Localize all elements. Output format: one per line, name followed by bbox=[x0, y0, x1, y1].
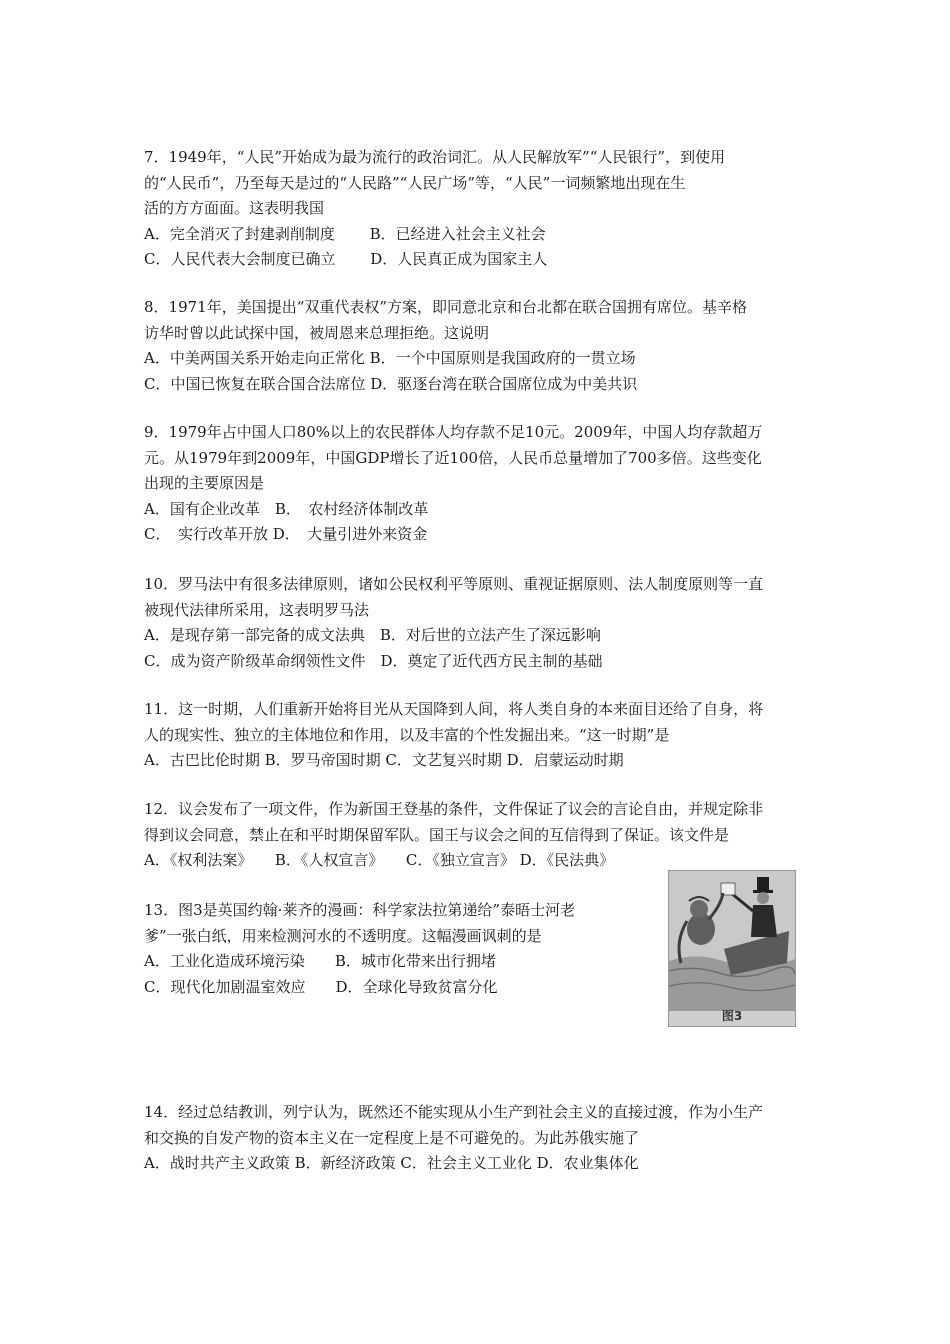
question-stem-line: 爹”一张白纸，用来检测河水的不透明度。这幅漫画讽刺的是 bbox=[144, 926, 542, 945]
question-stem-line: 出现的主要原因是 bbox=[144, 474, 265, 492]
question-stem-line: 10．罗马法中有很多法律原则，诸如公民权利平等原则、重视证据原则、法人制度原则等一直 bbox=[144, 575, 764, 593]
cartoon-illustration bbox=[669, 871, 795, 1011]
question-stem-line: 12．议会发布了一项文件，作为新国王登基的条件，文件保证了议会的言论自由，并规定除非 bbox=[144, 800, 764, 818]
cartoon-figure bbox=[668, 870, 796, 1027]
option-line: A．战时共产主义政策 B．新经济政策 C．社会主义工业化 D．农业集体化 bbox=[144, 1154, 639, 1172]
option-line: A．是现存第一部完备的成文法典 B．对后世的立法产生了深远影响 bbox=[144, 626, 601, 644]
option-line: C． 实行改革开放 D． 大量引进外来资金 bbox=[144, 525, 428, 543]
question-stem-line: 元。从1979年到2009年，中国GDP增长了近100倍，人民币总量增加了700多倍。这些变化 bbox=[144, 448, 762, 467]
question-11 bbox=[144, 697, 808, 774]
question-stem-line: 活的方方面面。这表明我国 bbox=[144, 199, 325, 217]
question-10 bbox=[144, 572, 808, 674]
option-line: A．国有企业改革 B． 农村经济体制改革 bbox=[144, 499, 429, 518]
option-line: A．古巴比伦时期 B．罗马帝国时期 C．文艺复兴时期 D．启蒙运动时期 bbox=[144, 751, 624, 769]
question-stem-line: 被现代法律所采用，这表明罗马法 bbox=[144, 600, 370, 619]
option-line: A．《权利法案》 B．《人权宣言》 C．《独立宣言》 D．《民法典》 bbox=[144, 851, 615, 869]
option-line: C．中国已恢复在联合国合法席位 D．驱逐台湾在联合国席位成为中美共识 bbox=[144, 374, 638, 393]
figure-caption: 图3 bbox=[721, 1009, 743, 1023]
question-stem-line: 得到议会同意，禁止在和平时期保留军队。国王与议会之间的互信得到了保证。该文件是 bbox=[144, 825, 730, 844]
option-line: C．人民代表大会制度已确立 D．人民真正成为国家主人 bbox=[144, 250, 548, 268]
question-12 bbox=[144, 797, 808, 874]
question-stem-line: 和交换的自发产物的资本主义在一定程度上是不可避免的。为此苏俄实施了 bbox=[144, 1128, 640, 1147]
option-line: C．现代化加剧温室效应 D．全球化导致贫富分化 bbox=[144, 977, 498, 996]
question-9 bbox=[144, 420, 808, 548]
question-13 bbox=[144, 898, 644, 1000]
question-14 bbox=[144, 1100, 808, 1177]
question-stem-line: 7．1949年，“人民”开始成为最为流行的政治词汇。从人民解放军”“人民银行”，到使用 bbox=[144, 148, 726, 166]
question-stem-line: 11．这一时期，人们重新开始将目光从天国降到人间，将人类自身的本来面目还给了自身，将 bbox=[144, 700, 764, 718]
question-stem-line: 14．经过总结教训，列宁认为，既然还不能实现从小生产到社会主义的直接过渡，作为小生产 bbox=[144, 1103, 764, 1121]
option-line: A．完全消灭了封建剥削制度 B．已经进入社会主义社会 bbox=[144, 224, 546, 243]
question-8 bbox=[144, 295, 808, 397]
question-stem-line: 8．1971年，美国提出“双重代表权”方案，即同意北京和台北都在联合国拥有席位。基辛格 bbox=[144, 298, 748, 316]
question-stem-line: 访华时曾以此试探中国，被周恩来总理拒绝。这说明 bbox=[144, 323, 490, 342]
question-stem-line: 人的现实性、独立的主体地位和作用，以及丰富的个性发掘出来。“这一时期”是 bbox=[144, 725, 670, 744]
option-line: C．成为资产阶级革命纲领性文件 D．奠定了近代西方民主制的基础 bbox=[144, 651, 603, 670]
question-stem-line: 9．1979年占中国人口80%以上的农民群体人均存款不足10元。2009年，中国人均存款超万 bbox=[144, 423, 763, 441]
question-stem-line: 13．图3是英国约翰·莱齐的漫画：科学家法拉第递给”泰晤士河老 bbox=[144, 901, 576, 919]
option-line: A．工业化造成环境污染 B．城市化带来出行拥堵 bbox=[144, 952, 496, 970]
question-stem-line: 的“人民币”，乃至每天是过的“人民路”“人民广场”等，“人民”一词频繁地出现在生 bbox=[144, 173, 686, 192]
question-7 bbox=[144, 145, 808, 273]
option-line: A．中美两国关系开始走向正常化 B．一个中国原则是我国政府的一贯立场 bbox=[144, 349, 636, 367]
